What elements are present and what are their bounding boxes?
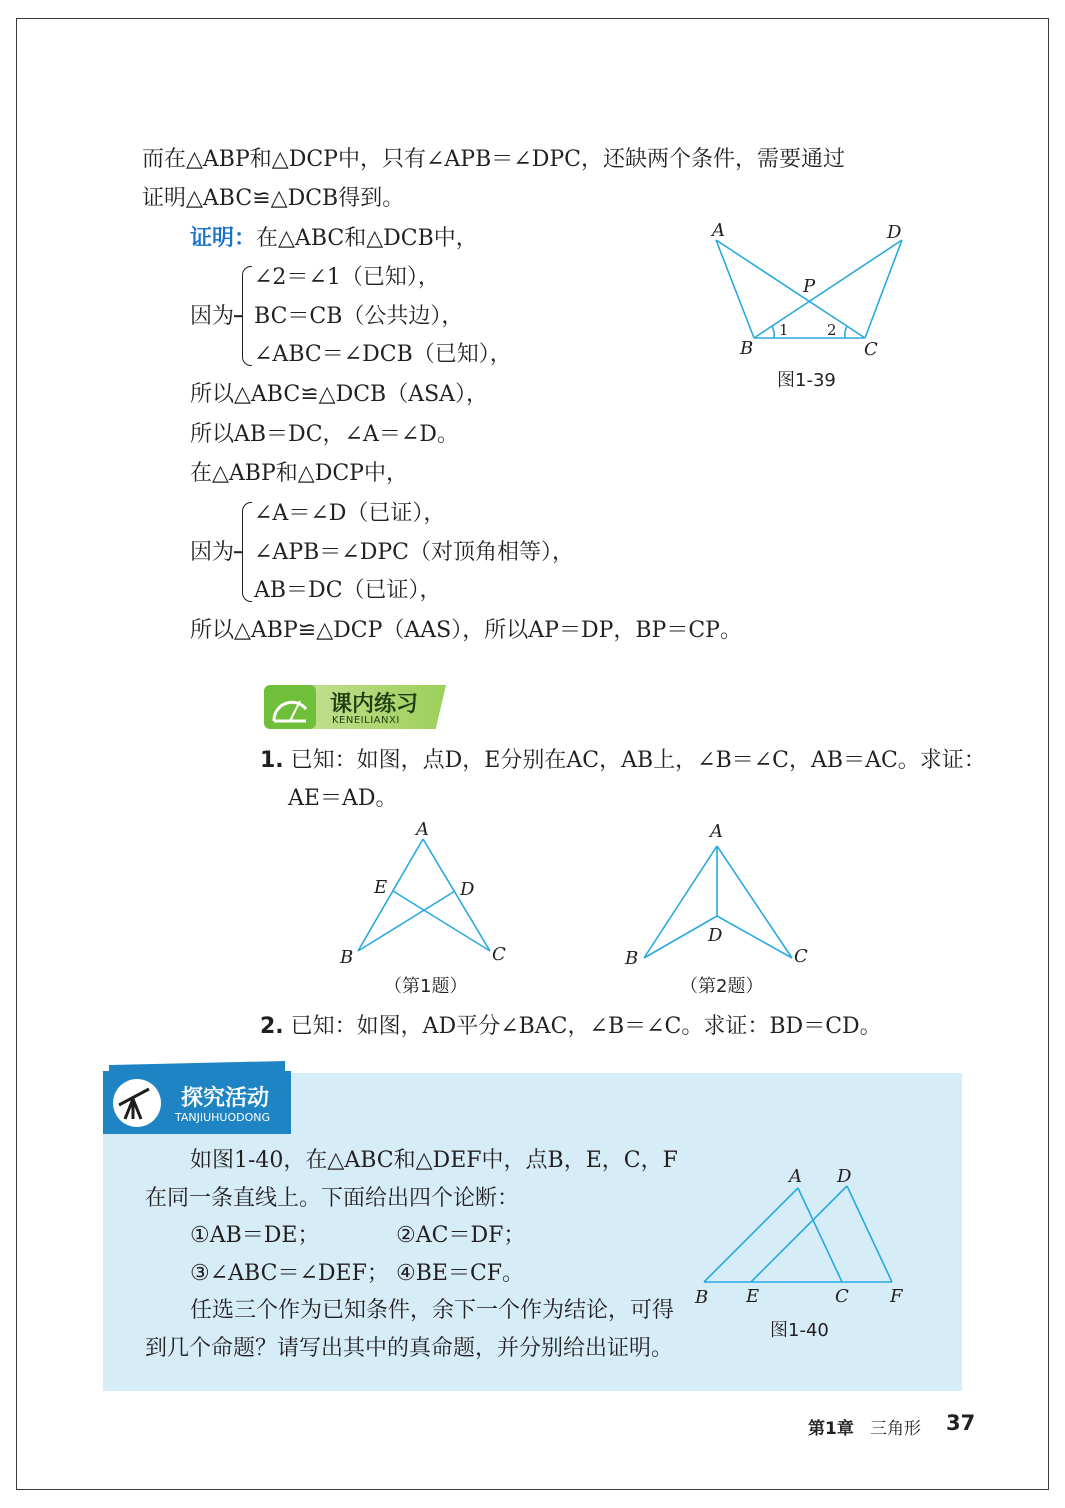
fig139-label-1: 1 [779,321,789,339]
fig139-label-a: A [712,220,725,241]
protractor-icon [260,681,320,733]
condition-2-3: AB＝DC（已证）， [254,578,442,603]
fig-q1-label-e: E [374,877,388,898]
figure-1-39 [700,218,920,368]
explore-title: 探究活动 [181,1086,270,1111]
condition-1-1: ∠2＝∠1（已知）， [254,265,440,290]
because-2: 因为 [190,540,235,565]
practice-q1-line-2: AE＝AD。 [288,786,398,811]
fig-q2-label-c: C [794,946,808,967]
q1-text: 已知：如图，点D，E分别在AC，AB上，∠B＝∠C，AB＝AC。求证： [290,748,986,773]
fig-q1-label-d: D [460,879,475,900]
practice-q2 [260,1012,882,1042]
fig-q1-label-a: A [416,819,429,840]
statement-2: ②AC＝DF； [396,1223,526,1248]
fig140-label-f: F [890,1286,903,1307]
page-number: 37 [946,1411,976,1435]
proof-line-3: 所以AB＝DC，∠A＝∠D。 [190,422,459,447]
proof-text-1: 在△ABC和△DCB中， [256,226,478,251]
condition-1-3: ∠ABC＝∠DCB（已知）， [254,342,512,367]
proof-line-4: 在△ABP和△DCP中， [190,461,408,486]
fig139-label-c: C [864,339,878,360]
proof-line-5: 所以△ABP≌△DCP（AAS），所以AP＝DP，BP＝CP。 [190,618,742,643]
q1-number: 1. [260,748,284,773]
fig139-label-2: 2 [827,321,837,339]
q2-number: 2. [260,1014,284,1039]
figure-q1 [330,815,530,975]
fig-q1-label-b: B [340,947,354,968]
intro-line-1: 而在△ABP和△DCP中，只有∠APB＝∠DPC，还缺两个条件，需要通过 [142,147,845,172]
practice-banner [258,681,448,733]
practice-title: 课内练习 [330,692,419,717]
because-1: 因为 [190,304,235,329]
fig-q2-caption: （第2题） [680,976,764,997]
brace-2 [242,502,252,602]
explore-p2-line-2: 到几个命题？请写出其中的真命题，并分别给出证明。 [145,1336,674,1361]
fig139-label-p: P [803,276,816,297]
explore-p1-line-2: 在同一条直线上。下面给出四个论断： [145,1186,520,1211]
fig140-caption: 图1-40 [770,1320,829,1341]
q2-text: 已知：如图，AD平分∠BAC，∠B＝∠C。求证：BD＝CD。 [290,1014,882,1039]
explore-p1-line-1: 如图1-40，在△ABC和△DEF中，点B，E，C，F [190,1148,678,1173]
fig-q2-label-d: D [708,925,723,946]
figure-q2 [620,815,820,975]
proof-line-2: 所以△ABC≌△DCB（ASA）， [190,382,489,407]
footer-chapter-title: 三角形 [870,1419,921,1439]
brace-1 [242,266,252,366]
practice-subtitle: KENEILIANXI [332,715,400,726]
explore-banner-text [103,1061,291,1134]
explore-p2-line-1: 任选三个作为已知条件，余下一个作为结论，可得 [190,1298,675,1323]
condition-1-2: BC＝CB（公共边）， [254,304,464,329]
explore-subtitle: TANJIUHUODONG [175,1111,271,1124]
proof-label: 证明： [190,226,257,251]
fig140-label-d: D [837,1166,852,1187]
fig139-label-d: D [887,222,902,243]
proof-line-1 [190,224,478,254]
statement-1: ①AB＝DE； [190,1223,320,1248]
statement-4: ④BE＝CF。 [396,1261,525,1286]
footer-chapter: 第1章 [808,1419,854,1439]
statement-3: ③∠ABC＝∠DEF； [190,1261,389,1286]
fig140-label-a: A [789,1166,802,1187]
fig140-label-b: B [695,1287,709,1308]
condition-2-1: ∠A＝∠D（已证）， [254,501,446,526]
fig139-label-b: B [740,338,754,359]
fig-q2-label-a: A [710,821,723,842]
condition-2-2: ∠APB＝∠DPC（对顶角相等）， [254,540,574,565]
fig-q1-caption: （第1题） [384,976,468,997]
fig-q2-label-b: B [625,948,639,969]
fig-q1-label-c: C [492,944,506,965]
practice-q1-line-1 [260,746,986,776]
fig140-label-c: C [835,1286,849,1307]
intro-line-2: 证明△ABC≌△DCB得到。 [142,186,405,211]
figure-1-40 [688,1160,918,1310]
fig139-caption: 图1-39 [777,370,836,391]
fig140-label-e: E [746,1286,760,1307]
